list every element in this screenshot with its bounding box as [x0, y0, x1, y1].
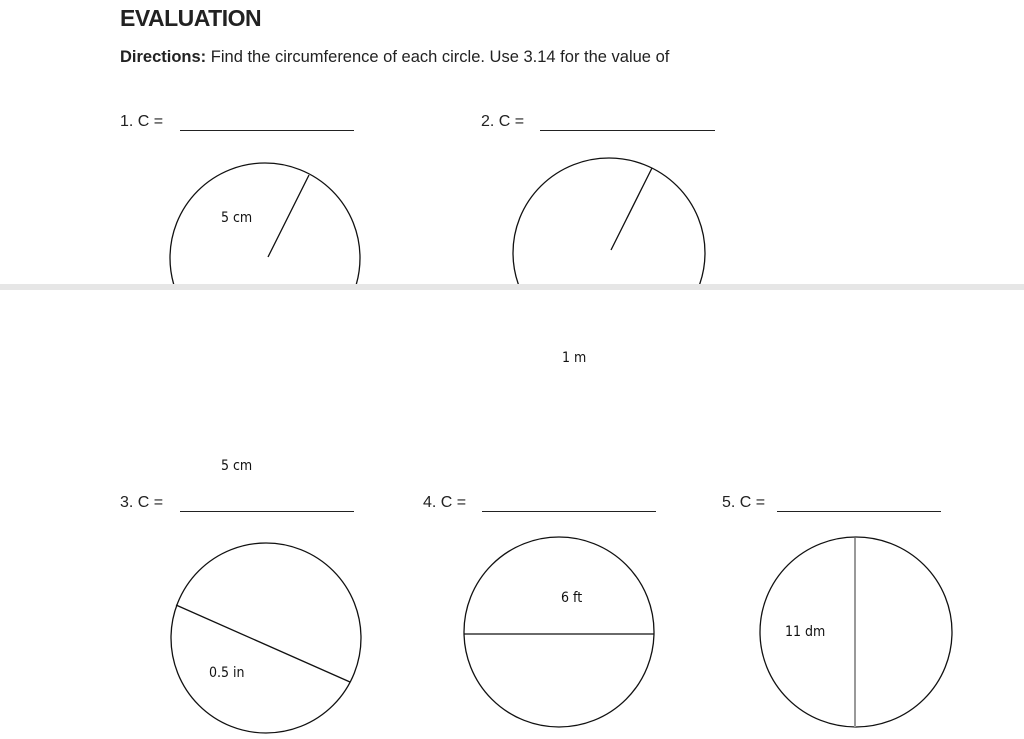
circle-1-radius — [268, 175, 309, 257]
circle-2-measure: 1 m — [562, 350, 587, 366]
problem-2-label: 2. C = — [481, 113, 525, 130]
circle-2 — [513, 158, 705, 348]
floating-measure-label: 5 cm — [221, 458, 253, 474]
problem-1-label: 1. C = — [120, 113, 164, 130]
circle-2-radius — [611, 168, 652, 250]
problem-5-label: 5. C = — [722, 494, 766, 511]
circle-1-measure: 5 cm — [221, 210, 253, 226]
worksheet-title: EVALUATION — [120, 5, 262, 31]
problem-4-label: 4. C = — [423, 494, 467, 511]
circle-4 — [464, 537, 654, 727]
circle-5-measure: 11 dm — [785, 624, 826, 640]
circle-3 — [171, 543, 361, 733]
directions-text: Find the circumference of each circle. Use 3.14 for the value of — [206, 48, 670, 66]
circle-3-diameter — [176, 605, 350, 682]
circle-4-measure: 6 ft — [561, 590, 583, 606]
page-divider — [0, 284, 1024, 290]
problem-3-label: 3. C = — [120, 494, 164, 511]
directions-label: Directions: — [120, 48, 207, 66]
circle-3-measure: 0.5 in — [209, 665, 245, 681]
circle-1 — [170, 163, 360, 353]
